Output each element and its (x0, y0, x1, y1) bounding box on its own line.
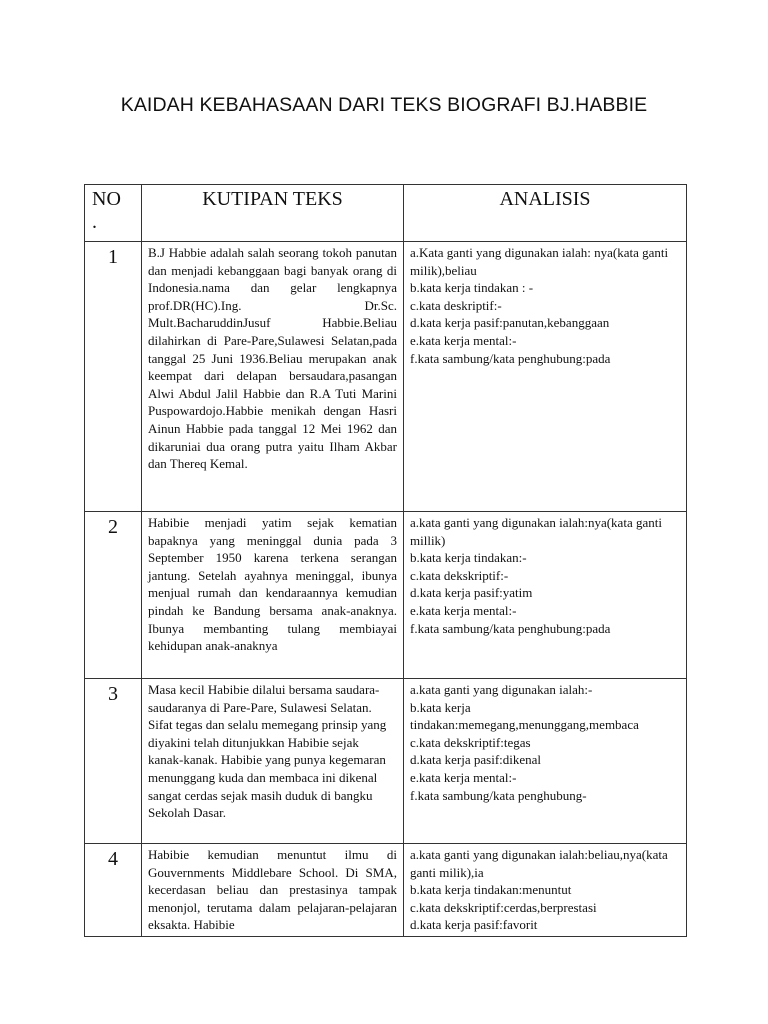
kutipan-cell: B.J Habbie adalah salah seorang tokoh panutan dan menjadi kebanggaan bagi banyak orang di Indonesia.nama dan gelar lengkapnya prof.DR(HC).Ing. Dr.Sc. Mult.BacharuddinJusuf Habbie.Beliau dilahirkan di Pare-Pare,Sulawesi Selatan,pada tanggal 25 Juni 1936.Beliau merupakan anak keempat dari delapan bersaudara,pasangan Alwi Abdul Jalil Habbie dan R.A Tuti Marini Puspowardojo.Habbie menikah dengan Hasri Ainun Habbie pada tanggal 12 Mei 1962 dan dikaruniai dua orang putra yaitu Ilham Akbar dan Thereq Kemal. (142, 242, 404, 512)
analisis-line: a.kata ganti yang digunakan ialah:- (410, 682, 593, 697)
analisis-line: d.kata kerja pasif:dikenal (410, 752, 542, 768)
row-number: 1 (85, 242, 142, 512)
header-analisis: ANALISIS (404, 185, 687, 242)
analisis-line: e.kata kerja mental:- (410, 602, 517, 618)
analisis-line: d.kata kerja pasif:panutan,kebanggaan (410, 315, 610, 331)
table-row (85, 679, 687, 844)
analisis-cell (404, 679, 687, 844)
analisis-line: a.Kata ganti yang digunakan ialah: nya(kata ganti milik),beliau (410, 245, 669, 278)
table-row (85, 844, 687, 937)
analisis-line: e.kata kerja mental:- (410, 332, 517, 348)
analisis-line: a.kata ganti yang digunakan ialah:nya(kata ganti millik) (410, 515, 662, 548)
kutipan-cell: Habibie menjadi yatim sejak kematian bapaknya yang meninggal dunia pada 3 September 1950 karena terkena serangan jantung. Setelah ayahnya meninggal, ibunya menjual rumah dan kendaraannya kemudian pindah ke Bandung bersama anak-anaknya. Ibunya membanting tulang membiayai kehidupan anak-anaknya (142, 512, 404, 679)
row-number: 3 (85, 679, 142, 844)
analisis-line: e.kata kerja mental:- (410, 769, 517, 785)
analisis-line: b.kata kerja tindakan:memegang,menunggang,membaca (410, 699, 639, 733)
analisis-line: b.kata kerja tindakan:menuntut (410, 882, 572, 898)
header-kutipan: KUTIPAN TEKS (142, 185, 404, 242)
table-header-row (85, 185, 687, 242)
analisis-line: c.kata dekskriptif:cerdas,berprestasi (410, 899, 597, 915)
analisis-cell (404, 512, 687, 679)
table-row (85, 512, 687, 679)
analisis-line: a.kata ganti yang digunakan ialah:beliau,nya(kata ganti milik),ia (410, 847, 668, 880)
header-no-line2: . (92, 211, 97, 233)
page-title: KAIDAH KEBAHASAAN DARI TEKS BIOGRAFI BJ.HABBIE (120, 94, 648, 116)
analisis-line: c.kata dekskriptif:- (410, 567, 509, 583)
analisis-line: c.kata dekskriptif:tegas (410, 734, 531, 750)
kutipan-cell: Masa kecil Habibie dilalui bersama saudara-saudaranya di Pare-Pare, Sulawesi Selatan. Sifat tegas dan selalu memegang prinsip yang diyakini telah ditunjukkan Habibie sejak kanak-kanak. Habibie yang punya kegemaran menunggang kuda dan membaca ini dikenal sangat cerdas sejak masih duduk di bangku Sekolah Dasar. (142, 679, 404, 844)
row-number: 2 (85, 512, 142, 679)
biography-analysis-table (84, 184, 687, 937)
analisis-line: f.kata sambung/kata penghubung- (410, 787, 587, 803)
analisis-line: b.kata kerja tindakan:- (410, 550, 527, 566)
analisis-line: b.kata kerja tindakan : - (410, 280, 534, 296)
analisis-line: f.kata sambung/kata penghubung:pada (410, 350, 611, 366)
analisis-line: d.kata kerja pasif:yatim (410, 585, 533, 601)
analisis-line: d.kata kerja pasif:favorit (410, 917, 538, 933)
analisis-cell (404, 844, 687, 937)
analisis-line: c.kata deskriptif:- (410, 297, 502, 313)
analisis-cell (404, 242, 687, 512)
row-number: 4 (85, 844, 142, 937)
table-row (85, 242, 687, 512)
header-no-line1: NO (92, 188, 121, 210)
kutipan-cell: Habibie kemudian menuntut ilmu di Gouvernments Middlebare School. Di SMA, kecerdasan beliau dan prestasinya tampak menonjol, terutama dalam pelajaran-pelajaran eksakta. Habibie (142, 844, 404, 937)
analisis-line: f.kata sambung/kata penghubung:pada (410, 620, 611, 636)
header-no (85, 185, 142, 242)
